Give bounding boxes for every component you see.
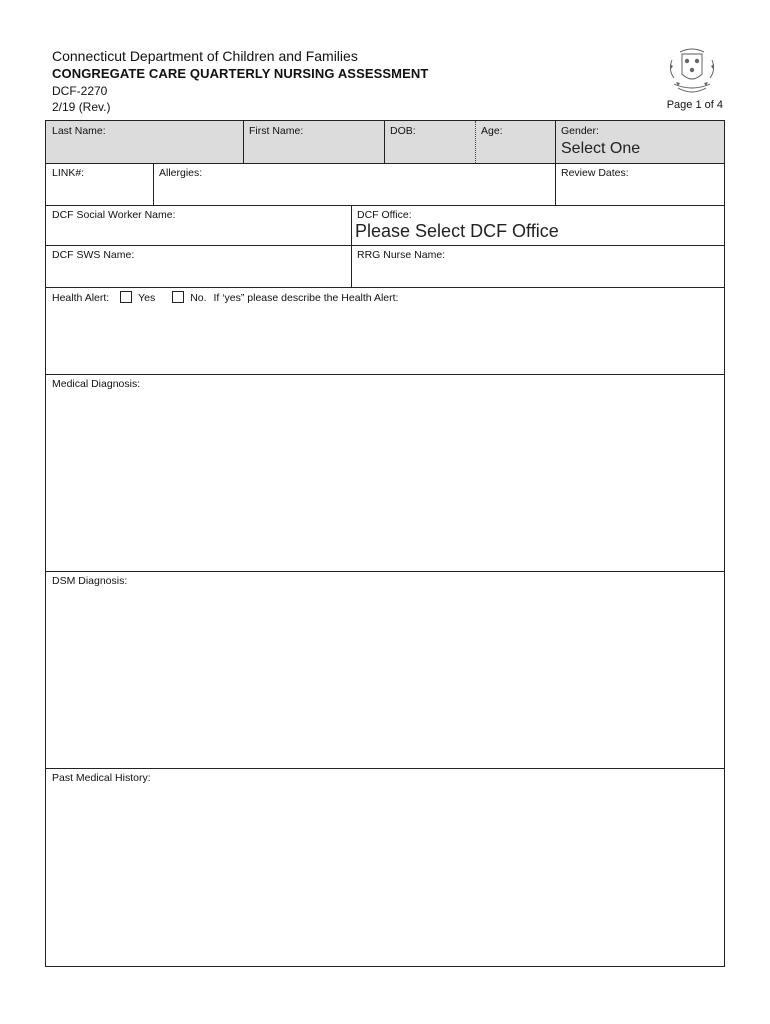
dcf-office-label: DCF Office: xyxy=(357,209,412,221)
social-worker-name-field[interactable] xyxy=(46,205,351,245)
rrg-nurse-name-field[interactable] xyxy=(351,245,726,287)
divider xyxy=(475,121,476,163)
past-medical-history-field[interactable] xyxy=(46,768,724,966)
sws-name-label: DCF SWS Name: xyxy=(52,249,135,261)
age-field[interactable] xyxy=(475,121,555,163)
health-alert-section[interactable] xyxy=(46,287,724,374)
review-dates-label: Review Dates: xyxy=(561,167,629,179)
first-name-field[interactable] xyxy=(243,121,384,163)
review-dates-field[interactable] xyxy=(555,163,726,205)
no-label: No. xyxy=(190,292,207,304)
health-alert-line xyxy=(52,291,398,304)
sws-name-field[interactable] xyxy=(46,245,351,287)
dsm-diagnosis-label: DSM Diagnosis: xyxy=(52,575,128,587)
yes-label: Yes xyxy=(138,292,156,304)
form-header xyxy=(52,48,428,115)
allergies-field[interactable] xyxy=(153,163,555,205)
form-number: DCF-2270 xyxy=(52,84,108,98)
age-label: Age: xyxy=(481,125,503,137)
department-name: Connecticut Department of Children and Families xyxy=(52,48,358,64)
last-name-field[interactable] xyxy=(46,121,243,163)
health-alert-describe-label: If ‘yes” please describe the Health Alert: xyxy=(213,292,399,304)
dcf-office-value: Please Select DCF Office xyxy=(355,221,559,241)
health-alert-no-checkbox[interactable] xyxy=(172,291,184,303)
divider xyxy=(555,121,556,163)
medical-diagnosis-field[interactable] xyxy=(46,374,724,571)
link-label: LINK#: xyxy=(52,167,85,179)
social-worker-label: DCF Social Worker Name: xyxy=(52,209,176,221)
allergies-label: Allergies: xyxy=(159,167,203,179)
first-name-label: First Name: xyxy=(249,125,304,137)
divider xyxy=(243,121,244,163)
divider xyxy=(384,121,385,163)
dcf-office-select[interactable] xyxy=(351,205,726,245)
link-number-field[interactable] xyxy=(46,163,153,205)
divider xyxy=(555,163,556,205)
dob-label: DOB: xyxy=(390,125,416,137)
assessment-form xyxy=(45,120,725,967)
form-revision: 2/19 (Rev.) xyxy=(52,100,111,114)
health-alert-label: Health Alert: xyxy=(52,292,110,304)
rrg-nurse-label: RRG Nurse Name: xyxy=(357,249,446,261)
medical-diagnosis-label: Medical Diagnosis: xyxy=(52,378,141,390)
gender-label: Gender: xyxy=(561,125,599,137)
divider xyxy=(153,163,154,205)
past-medical-history-label: Past Medical History: xyxy=(52,772,151,784)
dob-field[interactable] xyxy=(384,121,475,163)
form-title: CONGREGATE CARE QUARTERLY NURSING ASSESSMENT xyxy=(52,66,429,81)
dsm-diagnosis-field[interactable] xyxy=(46,571,724,768)
page-number: Page 1 of 4 xyxy=(666,99,723,111)
gender-select[interactable] xyxy=(555,121,726,163)
health-alert-yes-checkbox[interactable] xyxy=(120,291,132,303)
last-name-label: Last Name: xyxy=(52,125,106,137)
gender-value: Select One xyxy=(561,140,641,157)
state-seal-icon xyxy=(662,44,722,98)
